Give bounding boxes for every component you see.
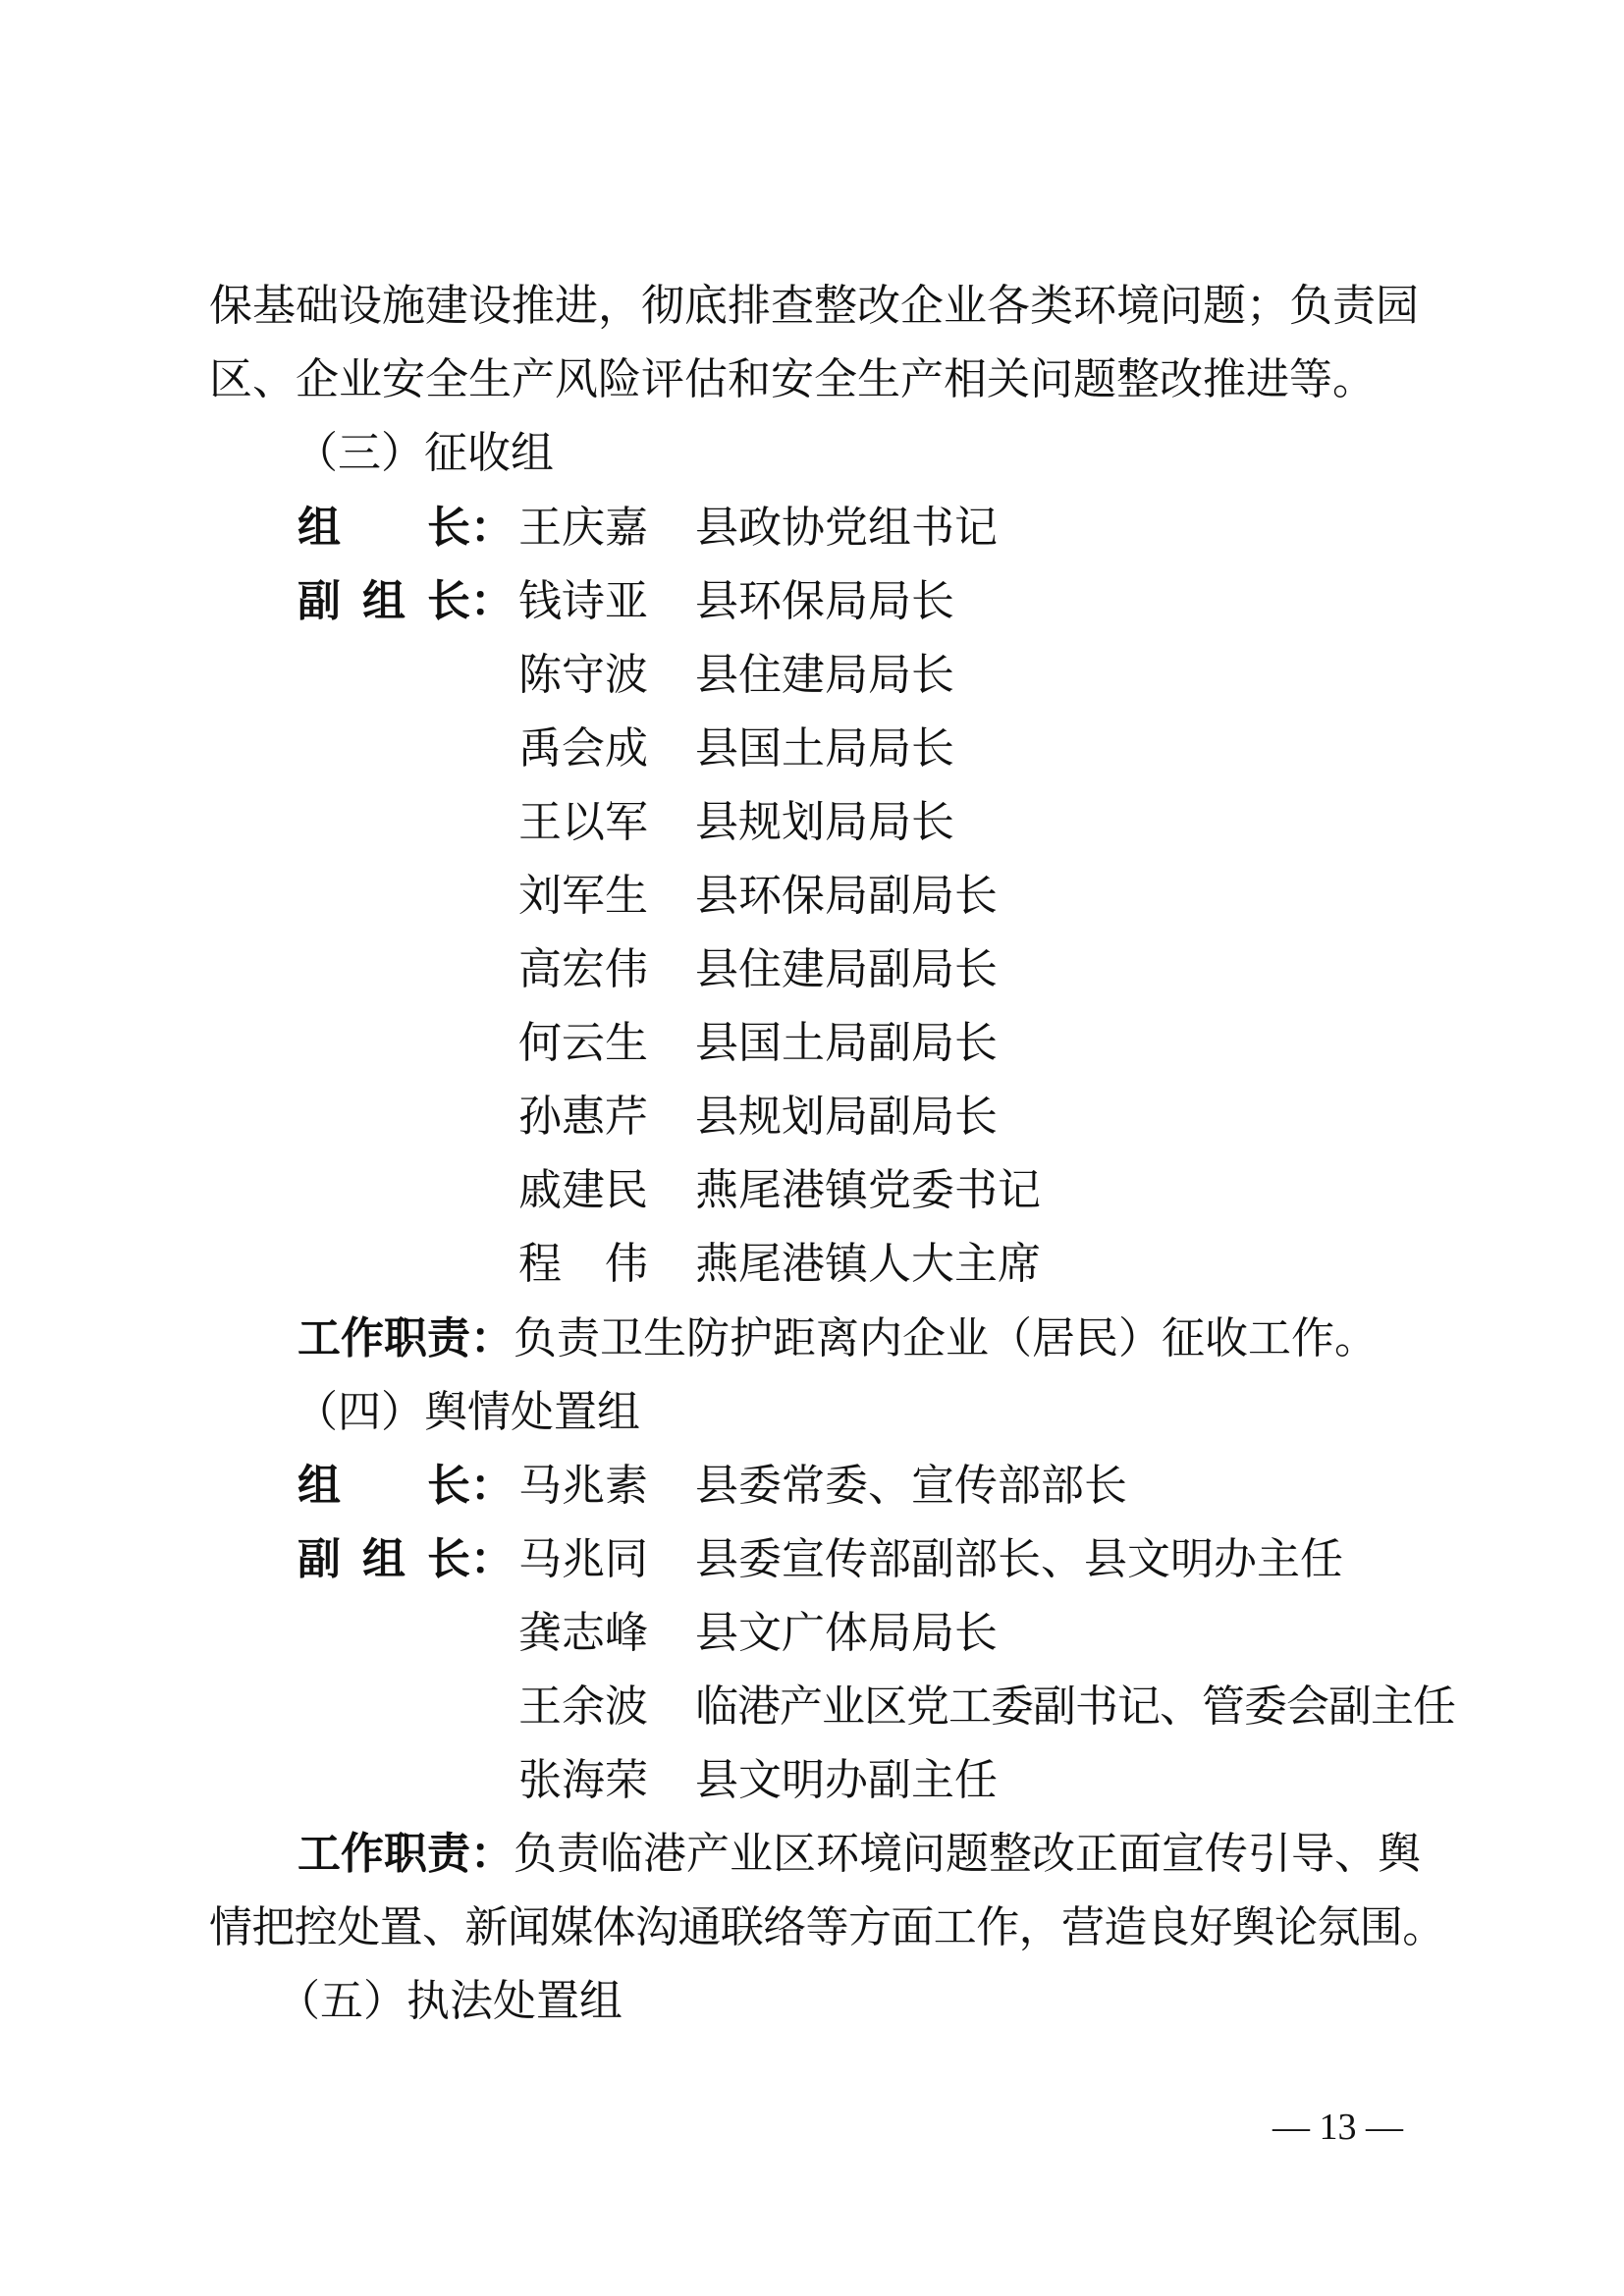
deputy-role: 燕尾港镇人大主席 <box>695 1239 1041 1289</box>
deputy-role: 县文广体局局长 <box>695 1608 998 1658</box>
deputy-role: 县文明办副主任 <box>695 1755 998 1805</box>
deputy-role: 县规划局局长 <box>695 797 954 847</box>
deputy-name: 高宏伟 <box>518 944 648 994</box>
leader-role: 县委常委、宣传部部长 <box>695 1461 1127 1511</box>
deputy-name: 张海荣 <box>518 1755 648 1805</box>
label-colon: ： <box>470 503 514 553</box>
section3-deputy-row-1 <box>298 572 1476 631</box>
section4-deputy-row-1 <box>298 1530 1476 1589</box>
deputy-role: 县国土局副局长 <box>695 1018 998 1068</box>
deputy-name: 陈守波 <box>518 650 648 700</box>
deputy-role: 县环保局局长 <box>695 576 954 626</box>
deputy-name: 刘军生 <box>518 871 648 921</box>
section4-leader-row <box>298 1457 1476 1516</box>
deputy-name: 戚建民 <box>518 1165 648 1215</box>
deputy-name: 王余波 <box>518 1682 648 1732</box>
section3-leader-row <box>298 499 1476 558</box>
deputy-name: 何云生 <box>518 1018 648 1068</box>
deputy-role: 县住建局副局长 <box>695 944 998 994</box>
label-colon: ： <box>470 1534 514 1584</box>
leader-label: 组长 <box>298 1461 470 1511</box>
deputy-name: 程 伟 <box>518 1239 648 1289</box>
section4-duty-line-2: 情把控处置、新闻媒体沟通联络等方面工作，营造良好舆论氛围。 <box>209 1902 1445 1952</box>
deputy-role: 县规划局副局长 <box>695 1092 998 1142</box>
deputy-role: 县委宣传部副部长、县文明办主任 <box>695 1534 1343 1584</box>
section5-heading: （五）执法处置组 <box>277 1976 623 2026</box>
duty-text: 负责临港产业区环境问题整改正面宣传引导、舆 <box>514 1829 1421 1879</box>
label-colon: ： <box>470 1829 514 1879</box>
leader-name: 马兆素 <box>518 1461 648 1511</box>
duty-text: 负责卫生防护距离内企业（居民）征收工作。 <box>514 1313 1378 1363</box>
deputy-role: 县住建局局长 <box>695 650 954 700</box>
deputy-role: 燕尾港镇党委书记 <box>695 1165 1041 1215</box>
label-colon: ： <box>470 1461 514 1511</box>
deputy-name: 钱诗亚 <box>518 576 648 626</box>
section4-heading: （四）舆情处置组 <box>295 1387 640 1437</box>
deputy-role: 县国土局局长 <box>695 723 954 774</box>
intro-line-2: 区、企业安全生产风险评估和安全生产相关问题整改推进等。 <box>209 354 1376 404</box>
label-colon: ： <box>470 576 514 626</box>
label-colon: ： <box>470 1313 514 1363</box>
leader-name: 王庆嘉 <box>518 503 648 553</box>
deputy-label: 副组长 <box>298 1534 470 1584</box>
deputy-role: 县环保局副局长 <box>695 871 998 921</box>
deputy-role: 临港产业区党工委副书记、管委会副主任 <box>695 1682 1455 1732</box>
section3-heading: （三）征收组 <box>295 428 554 478</box>
deputy-name: 马兆同 <box>518 1534 648 1584</box>
duty-label: 工作职责 <box>298 1313 470 1363</box>
page-number: — 13 — <box>1272 2107 1403 2148</box>
leader-label: 组长 <box>298 503 470 553</box>
leader-role: 县政协党组书记 <box>695 503 998 553</box>
deputy-label: 副组长 <box>298 576 470 626</box>
intro-line-1: 保基础设施建设推进，彻底排查整改企业各类环境问题；负责园 <box>209 281 1419 331</box>
deputy-name: 禹会成 <box>518 723 648 774</box>
duty-label: 工作职责 <box>298 1829 470 1879</box>
deputy-name: 王以军 <box>518 797 648 847</box>
deputy-name: 龚志峰 <box>518 1608 648 1658</box>
section4-duty-line-1 <box>298 1825 1421 1884</box>
deputy-name: 孙惠芹 <box>518 1092 648 1142</box>
section3-duty <box>298 1309 1378 1368</box>
